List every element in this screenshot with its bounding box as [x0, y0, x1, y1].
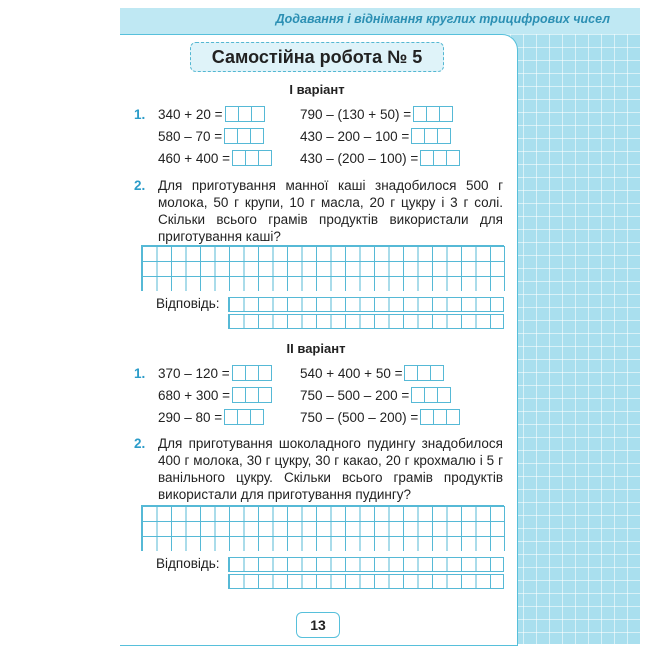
expression [158, 365, 272, 381]
answer-line[interactable] [228, 574, 504, 589]
answer-cells[interactable] [233, 365, 272, 381]
word-problem: Для приготування манної каші знадобилося 500 г молока, 50 г крупи, 10 г масла, 20 г цукру і 3 г солі. Скільки всього грамів продуктів використали для приготування каші? [158, 178, 503, 244]
page-number: 13 [296, 612, 340, 638]
page-title: Самостійна робота № 5 [190, 42, 444, 72]
expression-text: 580 – 70 = [158, 128, 223, 144]
chapter-title: Додавання і віднімання круглих трицифрових чисел [275, 12, 610, 26]
answer-cells[interactable] [225, 409, 264, 425]
answer-cells[interactable] [226, 106, 265, 122]
expression-text: 340 + 20 = [158, 106, 223, 122]
task-number: 2. [134, 178, 146, 193]
task-number: 1. [134, 107, 146, 122]
answer-cells[interactable] [405, 365, 444, 381]
answer-cells[interactable] [412, 128, 451, 144]
left-margin [0, 8, 120, 650]
expression [300, 128, 451, 144]
expression-text: 750 – 500 – 200 = [300, 387, 410, 403]
answer-cells[interactable] [421, 150, 460, 166]
answer-line[interactable] [228, 314, 504, 329]
expression [300, 106, 453, 122]
expression [158, 150, 272, 166]
task-number: 2. [134, 436, 146, 451]
answer-label: Відповідь: [156, 556, 220, 571]
expression [158, 106, 265, 122]
expression-text: 540 + 400 + 50 = [300, 365, 403, 381]
expression [158, 387, 272, 403]
task-number: 1. [134, 366, 146, 381]
expression-text: 430 – (200 – 100) = [300, 150, 419, 166]
solution-grid[interactable] [141, 505, 504, 551]
answer-cells[interactable] [421, 409, 460, 425]
expression [158, 409, 264, 425]
worksheet-sheet [120, 34, 518, 646]
expression-text: 750 – (500 – 200) = [300, 409, 419, 425]
expression [300, 365, 444, 381]
answer-label: Відповідь: [156, 296, 220, 311]
answer-cells[interactable] [233, 387, 272, 403]
expression [300, 409, 460, 425]
expression-text: 290 – 80 = [158, 409, 223, 425]
expression-text: 790 – (130 + 50) = [300, 106, 412, 122]
expression [300, 387, 451, 403]
expression-text: 370 – 120 = [158, 365, 230, 381]
variant-2-heading: ІІ варіант [286, 341, 346, 356]
expression-text: 430 – 200 – 100 = [300, 128, 410, 144]
expression [300, 150, 460, 166]
word-problem: Для приготування шоколадного пудингу знадобилося 400 г молока, 30 г цукру, 30 г какао, 20 г крохмалю і 5 г ванільного цукру. Скільки всього грамів продуктів використали для приготування пудингу? [158, 436, 503, 502]
expression [158, 128, 264, 144]
answer-cells[interactable] [233, 150, 272, 166]
solution-grid[interactable] [141, 245, 504, 291]
answer-line[interactable] [228, 297, 504, 312]
answer-cells[interactable] [412, 387, 451, 403]
expression-text: 460 + 400 = [158, 150, 231, 166]
answer-cells[interactable] [225, 128, 264, 144]
answer-line[interactable] [228, 557, 504, 572]
expression-text: 680 + 300 = [158, 387, 231, 403]
answer-cells[interactable] [414, 106, 453, 122]
variant-1-heading: І варіант [289, 82, 345, 97]
